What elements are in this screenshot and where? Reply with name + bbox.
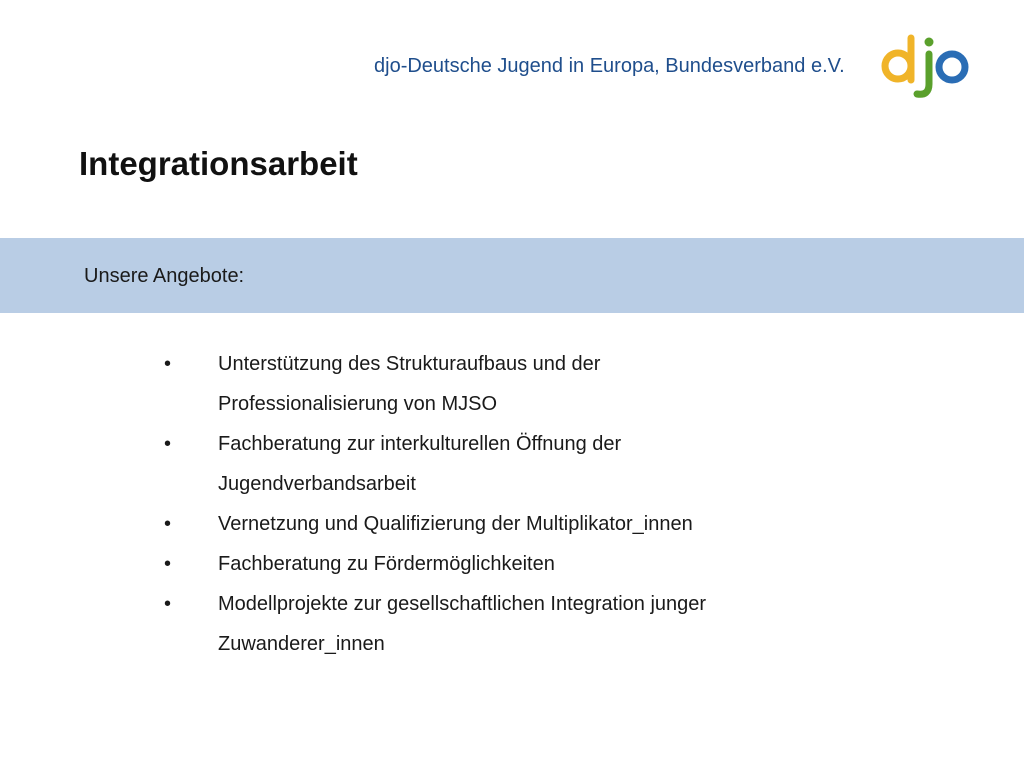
list-item-line: Zuwanderer_innen	[218, 633, 385, 655]
list-item-line: Fachberatung zu Fördermöglichkeiten	[218, 553, 555, 575]
list-item	[160, 584, 860, 664]
offer-list	[160, 344, 860, 664]
logo-letter-j	[917, 38, 934, 95]
bullet-icon: •	[164, 553, 172, 575]
djo-logo	[876, 30, 972, 100]
list-item	[160, 544, 860, 584]
bullet-icon: •	[164, 513, 172, 535]
bullet-icon: •	[164, 353, 172, 375]
list-item	[160, 424, 860, 504]
list-item-line: Jugendverbandsarbeit	[218, 473, 416, 495]
organization-name: djo-Deutsche Jugend in Europa, Bundesverband e.V.	[374, 55, 845, 77]
list-item-line: Modellprojekte zur gesellschaftlichen Integration junger	[218, 593, 707, 615]
list-item-line: Vernetzung und Qualifizierung der Multiplikator_innen	[218, 513, 693, 535]
bullet-icon: •	[164, 433, 172, 455]
bullet-icon: •	[164, 593, 172, 615]
list-item-line: Unterstützung des Strukturaufbaus und der	[218, 353, 601, 375]
list-item	[160, 344, 860, 424]
section-band	[0, 238, 1024, 313]
logo-letter-o	[939, 54, 965, 80]
logo-letter-d	[885, 38, 911, 80]
list-item-line: Professionalisierung von MJSO	[218, 393, 498, 415]
section-label: Unsere Angebote:	[84, 265, 245, 287]
list-item-line: Fachberatung zur interkulturellen Öffnung der	[218, 433, 622, 455]
list-item	[160, 504, 860, 544]
slide-title: Integrationsarbeit	[79, 145, 358, 182]
